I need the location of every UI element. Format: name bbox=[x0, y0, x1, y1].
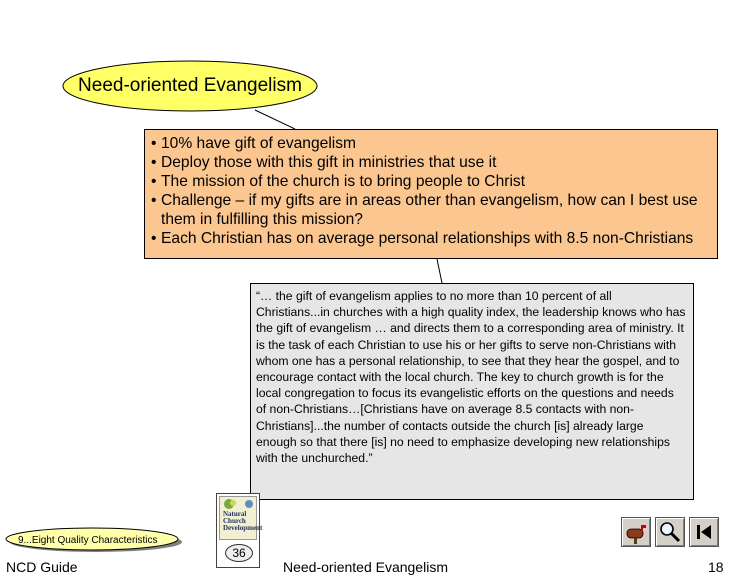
key-point-item: • Deploy those with this gift in ministries that use it bbox=[151, 153, 713, 172]
section-nav-label: 9...Eight Quality Characteristics bbox=[18, 535, 158, 546]
topic-title: Need-oriented Evangelism bbox=[78, 75, 302, 96]
first-page-icon bbox=[690, 518, 718, 546]
book-page-reference: 36 bbox=[225, 544, 253, 562]
quote-text: “… the gift of evangelism applies to no more than 10 percent of all Christians...in churches with a high quality index, the leadership knows who has the gift of evangelism … and directs them to a corresponding area of ministry. It is the task of each Christian to use his or her gifts to serve non-Christians with whom one has a personal relationship, to see that they hear the gospel, and to encourage contact with the local church. The key to church growth is for the local congregation to focus its evangelistic efforts on the questions and needs of non-Christians…[Christians have on average 8.5 contacts with non-Christians]...the number of contacts outside the church [is] already large enough so that there [is] no need to emphasize developing new relationships with the unchurched.” bbox=[256, 289, 686, 466]
key-points-box bbox=[144, 129, 718, 259]
key-point-item: • The mission of the church is to bring people to Christ bbox=[151, 172, 713, 191]
footer-slide-title: Need-oriented Evangelism bbox=[283, 559, 448, 575]
search-button[interactable] bbox=[655, 517, 685, 547]
magnifier-icon bbox=[656, 518, 684, 546]
key-point-item: • Each Christian has on average personal relationships with 8.5 non-Christians bbox=[151, 229, 713, 248]
reference-book-link[interactable] bbox=[216, 493, 263, 568]
mailbox-icon bbox=[622, 518, 650, 546]
key-point-item: • 10% have gift of evangelism bbox=[151, 134, 713, 153]
key-point-item: • Challenge – if my gifts are in areas other than evangelism, how can I best use them in fulfilling this mission? bbox=[151, 191, 713, 229]
footer-doc-name: NCD Guide bbox=[6, 559, 78, 575]
page-number: 18 bbox=[708, 559, 724, 575]
mailbox-button[interactable] bbox=[621, 517, 651, 547]
quote-box bbox=[250, 283, 694, 500]
first-page-button[interactable] bbox=[689, 517, 719, 547]
book-cover-image bbox=[219, 496, 263, 540]
topic-oval[interactable] bbox=[62, 60, 318, 112]
key-points-list bbox=[151, 134, 713, 248]
book-title: Natural Church Development bbox=[223, 510, 263, 532]
book-leaf-icon bbox=[220, 497, 256, 511]
section-nav-oval[interactable] bbox=[4, 527, 184, 553]
